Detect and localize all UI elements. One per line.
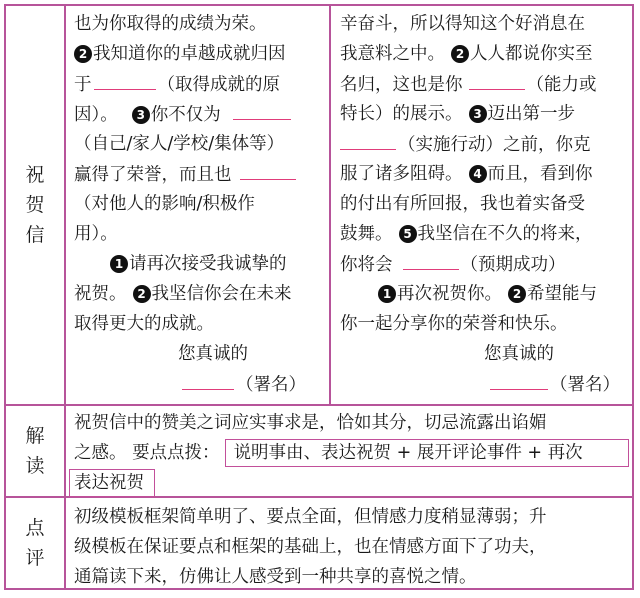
number-badge: 2 — [74, 45, 92, 63]
text: 人人都说你实至 — [470, 44, 593, 64]
label-char: 贺 — [25, 194, 45, 216]
text-line — [74, 219, 319, 249]
text: 我坚信在不久的将来， — [417, 224, 593, 244]
number-badge: 2 — [133, 285, 151, 303]
text: 祝贺信中的赞美之词应实事求是，恰如其分，切忌流露出谄媚 — [74, 413, 547, 433]
number-badge: 3 — [469, 105, 487, 123]
text-line — [74, 9, 319, 39]
text: 您真诚的 — [484, 344, 554, 364]
label-char: 解 — [25, 425, 45, 447]
text: 再次祝贺你。 — [397, 284, 502, 304]
text: 级模板在保证要点和框架的基础上，也在情感方面下了功夫， — [74, 537, 547, 557]
text-line — [340, 249, 628, 279]
text-line — [340, 69, 628, 99]
text-line — [74, 159, 319, 189]
fill-blank[interactable] — [182, 369, 234, 390]
fill-blank[interactable] — [490, 369, 548, 390]
key-point-text: 表达祝贺 — [74, 473, 144, 493]
text-line — [340, 339, 628, 369]
text: 请再次接受我诚挚的 — [129, 254, 287, 274]
text-line — [340, 129, 628, 159]
text: 你将会 — [340, 255, 393, 275]
number-badge: 3 — [132, 106, 150, 124]
text: 也为你取得的成绩为荣。 — [74, 14, 267, 34]
text-line — [74, 129, 319, 159]
text: 用）。 — [74, 224, 118, 244]
text: （署名） — [550, 375, 620, 395]
text: 名归，这也是你 — [340, 75, 463, 95]
text-line — [74, 468, 626, 498]
text-line — [74, 369, 319, 399]
text-line — [340, 219, 628, 249]
label-explanation — [6, 406, 64, 496]
text-line — [340, 39, 628, 69]
label-column-divider — [64, 4, 66, 590]
fill-blank[interactable] — [94, 69, 156, 90]
text-line — [74, 189, 319, 219]
text: 因）。 — [74, 105, 118, 125]
text: 于 — [74, 75, 92, 95]
text: 我知道你的卓越成就归因 — [93, 44, 286, 64]
number-badge: 1 — [378, 285, 396, 303]
label-char: 点 — [25, 517, 45, 539]
text-line — [74, 249, 319, 279]
fill-blank[interactable] — [469, 69, 525, 90]
text-line — [74, 532, 626, 562]
letter-basic-template — [74, 9, 319, 399]
text-line — [74, 99, 319, 129]
number-badge: 1 — [110, 255, 128, 273]
text-line — [74, 39, 319, 69]
label-char: 评 — [25, 547, 45, 569]
label-char: 祝 — [25, 164, 45, 186]
text: 服了诸多阻碍。 — [340, 164, 463, 184]
text-line — [340, 159, 628, 189]
text-line — [74, 339, 319, 369]
label-congratulation-letter — [6, 6, 64, 404]
text-line — [340, 9, 628, 39]
text: 迈出第一步 — [487, 104, 575, 124]
text-line — [340, 309, 628, 339]
text-line — [74, 309, 319, 339]
key-point-text: 说明事由、表达祝贺 + 展开评论事件 + 再次 — [233, 443, 583, 463]
text: 鼓舞。 — [340, 224, 393, 244]
text: （取得成就的原 — [157, 75, 280, 95]
text: 你一起分享你的荣誉和快乐。 — [340, 314, 568, 334]
key-point-highlight-box — [225, 439, 629, 467]
text: 之感。 要点点拨： — [74, 443, 220, 463]
text: （对他人的影响/积极作 — [74, 194, 255, 214]
label-comment — [6, 498, 64, 588]
comment-text — [74, 502, 626, 592]
text-line — [340, 279, 628, 309]
letter-advanced-template — [340, 9, 628, 399]
text: （自己/家人/学校/集体等） — [74, 134, 285, 154]
label-char: 读 — [25, 455, 45, 477]
text: （实施行动）之前，你克 — [398, 135, 591, 155]
text: 特长）的展示。 — [340, 104, 463, 124]
text: 辛奋斗，所以得知这个好消息在 — [340, 14, 585, 34]
text: 您真诚的 — [178, 344, 248, 364]
text: 的付出有所回报，我也着实备受 — [340, 194, 585, 214]
text-line — [340, 189, 628, 219]
text: （预期成功） — [460, 255, 566, 275]
text: 我坚信你会在未来 — [151, 284, 292, 304]
key-point-highlight-box — [69, 469, 155, 497]
text: （能力或 — [526, 75, 597, 95]
fill-blank[interactable] — [233, 99, 291, 120]
row-divider-1 — [4, 404, 634, 406]
text: 希望能与 — [527, 284, 597, 304]
number-badge: 2 — [451, 45, 469, 63]
text: 初级模板框架简单明了、要点全面，但情感力度稍显薄弱；升 — [74, 507, 547, 527]
fill-blank[interactable] — [240, 159, 296, 180]
text: 赢得了荣誉，而且也 — [74, 165, 232, 185]
text-line — [74, 502, 626, 532]
text-line — [74, 279, 319, 309]
fill-blank[interactable] — [403, 249, 459, 270]
text-line — [74, 69, 319, 99]
text: 通篇读下来，仿佛让人感受到一种共享的喜悦之情。 — [74, 567, 477, 587]
number-badge: 2 — [508, 285, 526, 303]
text: 你不仅为 — [150, 105, 221, 125]
text: （署名） — [236, 375, 306, 395]
number-badge: 5 — [399, 225, 417, 243]
text-line — [74, 562, 626, 592]
text: 而且，看到你 — [487, 164, 593, 184]
letter-column-divider — [329, 4, 331, 404]
fill-blank[interactable] — [340, 129, 396, 150]
text: 祝贺。 — [74, 284, 127, 304]
text-line — [340, 369, 628, 399]
number-badge: 4 — [469, 165, 487, 183]
text: 取得更大的成就。 — [74, 314, 214, 334]
text: 我意料之中。 — [340, 44, 445, 64]
text-line — [74, 408, 626, 438]
label-char: 信 — [25, 224, 45, 246]
text-line — [340, 99, 628, 129]
